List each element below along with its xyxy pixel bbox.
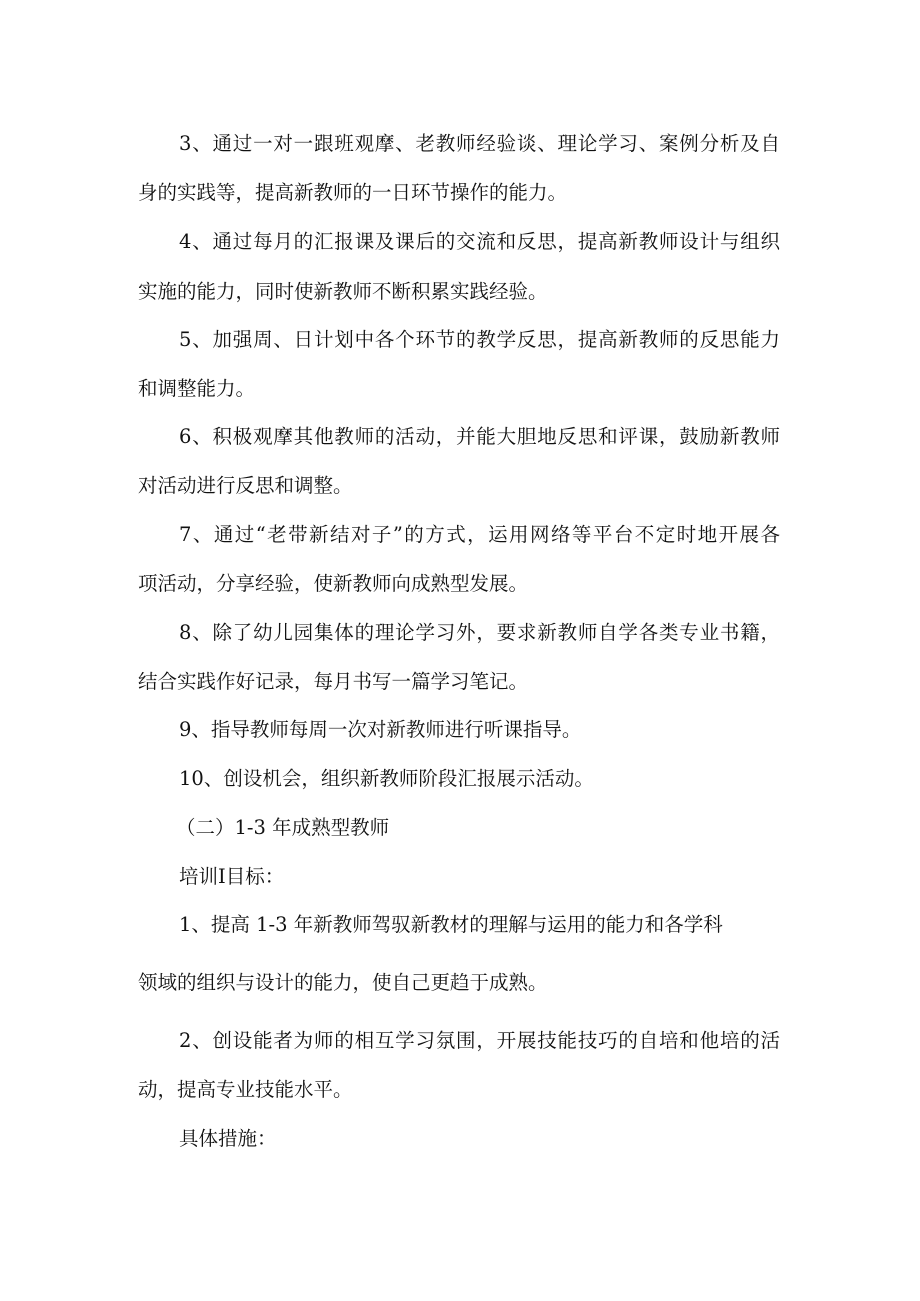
paragraph-10: 10、创设机会，组织新教师阶段汇报展示活动。	[179, 767, 594, 790]
paragraph-6-line-2: 对活动进行反思和调整。	[138, 474, 353, 497]
paragraph-5-line-2: 和调整能力。	[138, 377, 256, 400]
measures-label: 具体措施：	[179, 1127, 277, 1150]
paragraph-3-line-1: 3、通过一对一跟班观摩、老教师经验谈、理论学习、案例分析及自	[179, 132, 780, 155]
training-goal-label: 培训Ⅰ目标：	[179, 865, 285, 888]
paragraph-8-line-1: 8、除了幼儿园集体的理论学习外，要求新教师自学各类专业书籍，	[179, 621, 780, 644]
paragraph-5-line-1: 5、加强周、日计划中各个环节的教学反思，提高新教师的反思能力	[179, 328, 780, 351]
paragraph-4-line-2: 实施的能力，同时使新教师不断积累实践经验。	[138, 280, 548, 303]
goal-1-line-1: 1、提高 1-3 年新教师驾驭新教材的理解与运用的能力和各学科	[179, 913, 723, 936]
paragraph-7-line-2: 项活动，分享经验，使新教师向成熟型发展。	[138, 572, 529, 595]
paragraph-3-line-2: 身的实践等，提高新教师的一日环节操作的能力。	[138, 181, 568, 204]
goal-2-line-1: 2、创设能者为师的相互学习氛围，开展技能技巧的自培和他培的活	[179, 1029, 780, 1052]
paragraph-8-line-2: 结合实践作好记录，每月书写一篇学习笔记。	[138, 670, 529, 693]
paragraph-4-line-1: 4、通过每月的汇报课及课后的交流和反思，提高新教师设计与组织	[179, 230, 780, 253]
goal-1-line-2: 领域的组织与设计的能力，使自己更趋于成熟。	[138, 971, 548, 994]
paragraph-7-line-1: 7、通过“老带新结对子”的方式，运用网络等平台不定时地开展各	[179, 523, 780, 546]
paragraph-9: 9、指导教师每周一次对新教师进行听课指导。	[179, 718, 582, 741]
section-heading: （二）1-3 年成熟型教师	[176, 816, 390, 839]
goal-2-line-2: 动，提高专业技能水平。	[138, 1078, 353, 1101]
paragraph-6-line-1: 6、积极观摩其他教师的活动，并能大胆地反思和评课，鼓励新教师	[179, 425, 780, 448]
